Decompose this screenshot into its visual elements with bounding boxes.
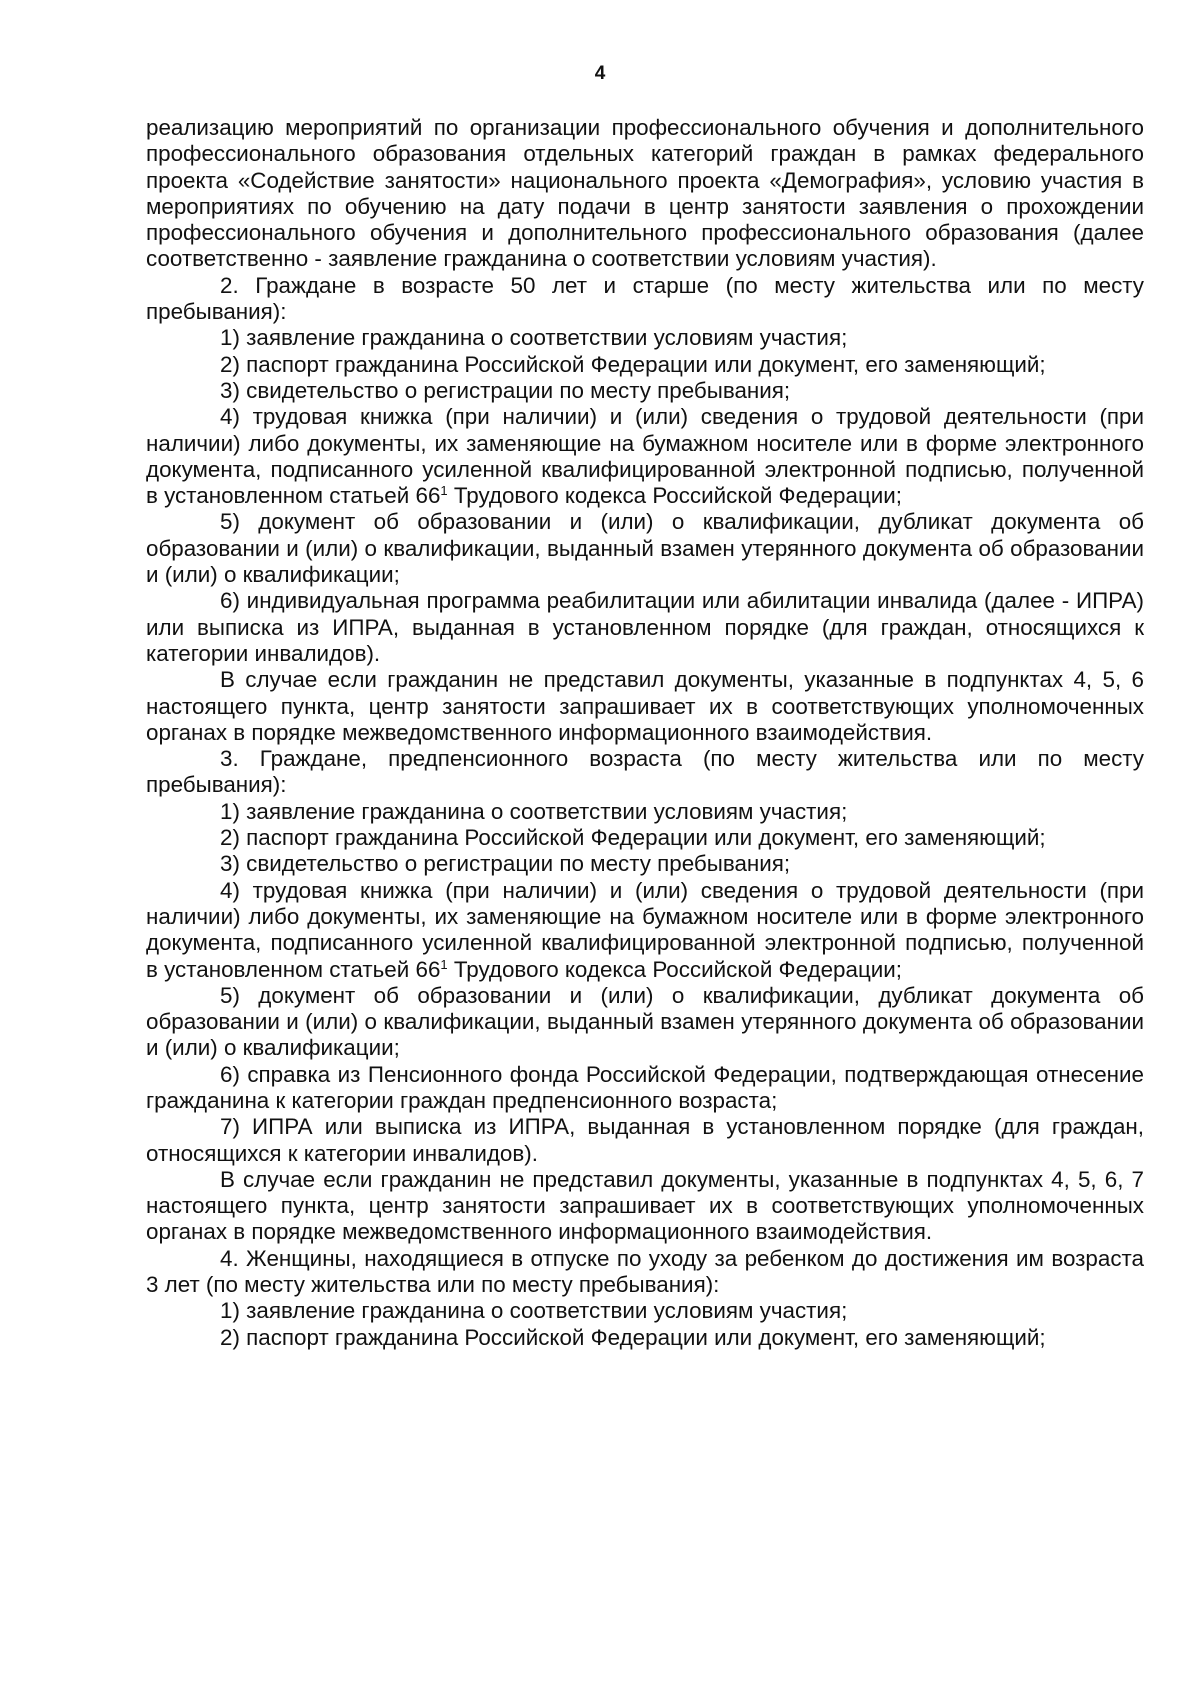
section-2-item-3: 3) свидетельство о регистрации по месту пребывания;: [220, 377, 791, 403]
section-4-item-2: 2) паспорт гражданина Российской Федерации или документ, его заменяющий;: [220, 1324, 1046, 1350]
document-body: [146, 115, 1144, 1351]
footnote-superscript: 1: [440, 483, 448, 499]
section-3-item-6: 6) справка из Пенсионного фонда Российской Федерации, подтверждающая отнесение гражданина к категории граждан предпенсионного возраста;: [146, 1061, 1144, 1113]
section-2-item-2: 2) паспорт гражданина Российской Федерации или документ, его заменяющий;: [220, 351, 1046, 377]
section-3-item-4: 4) трудовая книжка (при наличии) и (или) сведения о трудовой деятельности (при наличии) либо документы, их заменяющие на бумажном носителе или в форме электронного документа, подписанного усиленной квалифицированной электронной подписью, полученной в установленном статьей $66^1$ Трудового кодекса Российской Федерации;: [146, 877, 1144, 982]
section-3-item-2: 2) паспорт гражданина Российской Федерации или документ, его заменяющий;: [220, 825, 1046, 851]
section-3-item-7: 7) ИПРА или выписка из ИПРА, выданная в установленном порядке (для граждан, относящихся к категории инвалидов).: [146, 1114, 1144, 1166]
page-number: 4: [594, 63, 606, 84]
section-2-item-1: 1) заявление гражданина о соответствии условиям участия;: [220, 325, 848, 351]
section-3-item-1: 1) заявление гражданина о соответствии условиям участия;: [220, 798, 848, 824]
section-2-item-6: 6) индивидуальная программа реабилитации или абилитации инвалида (далее - ИПРА) или выписка из ИПРА, выданная в установленном порядке (для граждан, относящихся к категории инвалидов).: [146, 588, 1144, 666]
section-3-item-5: 5) документ об образовании и (или) о квалификации, дубликат документа об образовании и (или) о квалификации, выданный взамен утерянного документа об образовании и (или) о квалификации;: [146, 982, 1144, 1061]
section-2-heading: 2. Граждане в возрасте 50 лет и старше (по месту жительства или по месту пребывания):: [146, 272, 1144, 325]
section-3-heading: 3. Граждане, предпенсионного возраста (по месту жительства или по месту пребывания):: [146, 746, 1144, 798]
section-4-item-1: 1) заявление гражданина о соответствии условиям участия;: [220, 1298, 848, 1324]
section-2-item-5: 5) документ об образовании и (или) о квалификации, дубликат документа об образовании и (или) о квалификации, выданный взамен утерянного документа об образовании и (или) о квалификации;: [146, 509, 1144, 588]
section-2-item-4: 4) трудовая книжка (при наличии) и (или) сведения о трудовой деятельности (при наличии) либо документы, их заменяющие на бумажном носителе или в форме электронного документа, подписанного усиленной квалифицированной электронной подписью, полученной в установленном статьей $66^1$ Трудового кодекса Российской Федерации;: [146, 404, 1144, 509]
section-2-note: В случае если гражданин не представил документы, указанные в подпунктах 4, 5, 6 настоящего пункта, центр занятости запрашивает их в соответствующих уполномоченных органах в порядке межведомственного информационного взаимодействия.: [146, 667, 1144, 745]
section-3-item-3: 3) свидетельство о регистрации по месту пребывания;: [220, 851, 791, 877]
paragraph-intro-continuation: реализацию мероприятий по организации профессионального обучения и дополнительного профессионального образования отдельных категорий граждан в рамках федерального проекта «Содействие занятости» национального проекта «Демография», условию участия в мероприятиях по обучению на дату подачи в центр занятости заявления о прохождении профессионального обучения и дополнительного профессионального образования (далее соответственно - заявление гражданина о соответствии условиям участия).: [146, 115, 1144, 272]
section-3-note: В случае если гражданин не представил документы, указанные в подпунктах 4, 5, 6, 7 настоящего пункта, центр занятости запрашивает их в соответствующих уполномоченных органах в порядке межведомственного информационного взаимодействия.: [146, 1166, 1144, 1245]
section-4-heading: 4. Женщины, находящиеся в отпуске по уходу за ребенком до достижения им возраста 3 лет (по месту жительства или по месту пребывания):: [146, 1245, 1144, 1298]
footnote-superscript: 1: [440, 956, 448, 972]
